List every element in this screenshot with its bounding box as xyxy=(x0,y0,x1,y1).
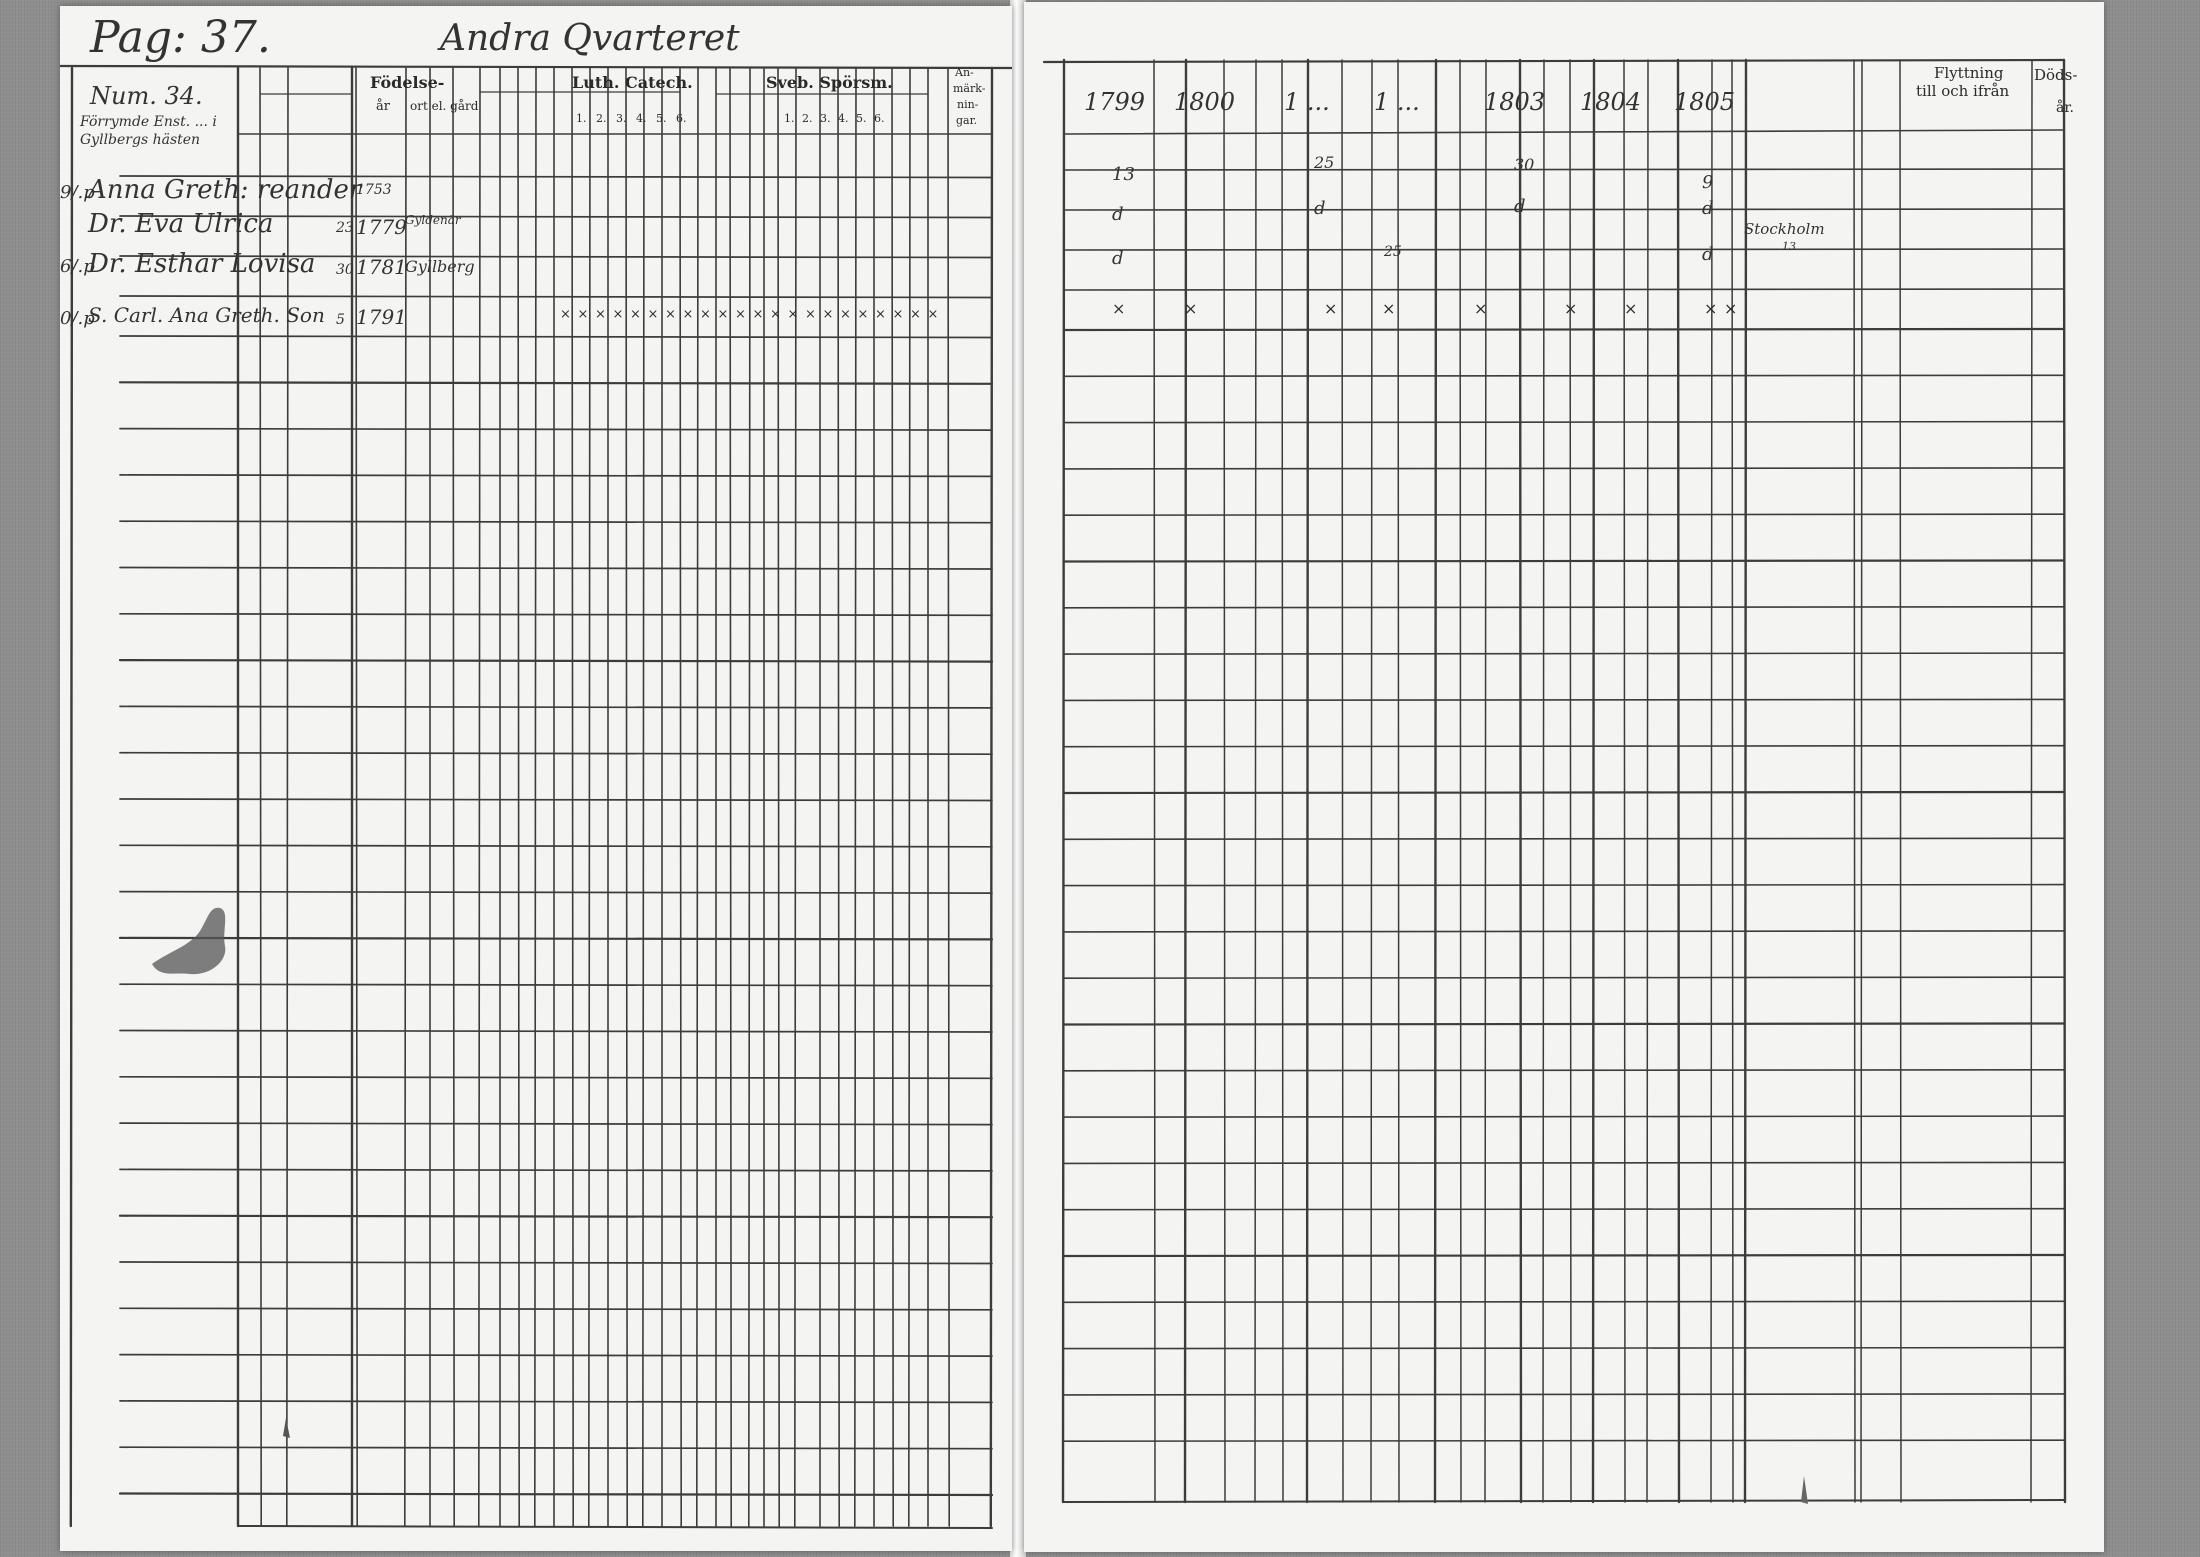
check-mark: × xyxy=(752,307,764,322)
column-rule xyxy=(2031,60,2032,1502)
year-header: 1803 xyxy=(1484,88,1546,116)
row-rule xyxy=(1064,1440,2064,1441)
row-rule xyxy=(120,1355,992,1357)
entry-mark: d xyxy=(1112,248,1124,269)
sveb-num: 5. xyxy=(856,112,867,125)
row-rule xyxy=(120,1401,992,1403)
row-rule xyxy=(1064,931,2064,932)
column-rule xyxy=(1711,60,1712,1502)
check-mark: × xyxy=(822,307,834,322)
sveb-num: 1. xyxy=(784,112,795,125)
column-rule xyxy=(697,68,698,1526)
column-rule xyxy=(892,68,893,1526)
header-flyttning-sub: till och ifrån xyxy=(1916,82,2010,100)
household-note-2: Gyllbergs hästen xyxy=(80,132,201,148)
year-header: 1 ... xyxy=(1284,88,1330,116)
left-ledger-grid xyxy=(60,6,1012,1551)
column-rule xyxy=(405,68,406,1526)
row-rule xyxy=(1064,375,2064,376)
row-rule xyxy=(120,799,992,801)
column-rule xyxy=(1307,60,1308,1502)
row-rule xyxy=(120,1123,992,1125)
row-rule xyxy=(1064,885,2064,886)
column-rule xyxy=(948,68,949,1526)
row-rule xyxy=(120,845,992,847)
year-header: 1805 xyxy=(1674,88,1736,116)
check-mark: × xyxy=(1474,299,1488,318)
move-note-date: ... 13 xyxy=(1768,240,1796,253)
row-rule xyxy=(120,429,992,431)
entry-row xyxy=(60,175,392,205)
column-rule xyxy=(1678,60,1679,1502)
row-rule xyxy=(1064,561,2064,562)
row-rule xyxy=(120,1494,992,1496)
check-mark: × xyxy=(1184,299,1198,318)
sveb-num: 4. xyxy=(838,112,849,125)
column-rule xyxy=(535,68,536,1526)
entry-mark: 25 xyxy=(1384,244,1402,260)
header-anmarkningar xyxy=(953,66,986,127)
luth-num: 6. xyxy=(676,112,687,125)
entry-day: 30 xyxy=(336,262,354,278)
check-mark: × xyxy=(927,307,939,322)
row-rule xyxy=(1064,514,2064,515)
row-rule xyxy=(1064,1394,2064,1395)
ink-spot xyxy=(1801,1476,1808,1504)
anmark-line-3: nin- xyxy=(957,98,979,111)
entry-row xyxy=(87,209,462,239)
column-rule xyxy=(1520,60,1521,1502)
check-mark: × xyxy=(1704,299,1718,318)
row-rule xyxy=(120,1262,992,1264)
entry-mark: 13 xyxy=(1112,164,1135,185)
row-rule xyxy=(1064,1024,2064,1025)
entry-mark: 30 xyxy=(1514,155,1535,174)
row-rule xyxy=(1064,169,2064,170)
row-rule xyxy=(120,296,992,298)
luth-num: 5. xyxy=(656,112,667,125)
year-header: 1 ... xyxy=(1374,88,1420,116)
row-rule xyxy=(1064,653,2064,654)
column-rule xyxy=(1460,60,1461,1502)
column-rule xyxy=(589,68,590,1526)
row-rule xyxy=(120,984,992,986)
row-rule xyxy=(1064,1070,2064,1071)
column-rule xyxy=(1593,60,1594,1502)
entry-margin: 6/.p xyxy=(60,256,95,277)
check-mark: × xyxy=(1624,299,1638,318)
anmark-line-4: gar. xyxy=(956,114,978,127)
entry-day: 23 xyxy=(336,220,354,236)
header-ar: år xyxy=(376,99,390,114)
entry-row xyxy=(60,249,475,279)
year-header: 1804 xyxy=(1580,88,1642,116)
column-rule xyxy=(1255,60,1256,1502)
header-rule xyxy=(1064,130,2064,134)
row-rule xyxy=(120,938,992,940)
check-mark: × xyxy=(1324,299,1338,318)
entry-mark: d xyxy=(1514,196,1526,217)
left-page xyxy=(60,6,1012,1551)
column-rule xyxy=(1543,60,1544,1502)
sveb-num: 2. xyxy=(802,112,813,125)
entry-mark: d xyxy=(1314,198,1326,219)
column-rule xyxy=(778,68,779,1526)
column-rule xyxy=(1732,60,1733,1502)
header-luth-catech: Luth. Catech. xyxy=(572,73,693,92)
right-ledger-grid xyxy=(1024,2,2104,1552)
row-rule xyxy=(1064,1255,2064,1256)
column-rule xyxy=(356,68,357,1526)
top-rule xyxy=(1044,60,2064,62)
column-rule xyxy=(626,68,627,1526)
column-rule xyxy=(1570,60,1571,1502)
section-title: Andra Qvarteret xyxy=(440,18,740,59)
row-rule xyxy=(120,706,992,708)
column-rule xyxy=(453,68,454,1526)
household-number: Num. 34. xyxy=(90,82,203,110)
column-rule xyxy=(1371,60,1372,1502)
check-mark: × xyxy=(647,307,659,322)
column-rule xyxy=(855,68,856,1526)
column-rule xyxy=(1485,60,1486,1502)
row-rule xyxy=(1064,289,2064,290)
header-ort: ort el. gård xyxy=(410,99,479,113)
row-rule xyxy=(120,1447,992,1449)
check-mark: × xyxy=(595,307,606,322)
entry-year: 1791 xyxy=(356,305,407,329)
check-mark: × xyxy=(560,307,571,322)
entry-mark: 9 xyxy=(1702,172,1714,193)
right-page xyxy=(1024,2,2104,1552)
sveb-num: 3. xyxy=(820,112,831,125)
row-rule xyxy=(120,1216,992,1218)
column-rule xyxy=(1282,60,1283,1502)
row-rule xyxy=(120,568,992,570)
column-rule xyxy=(730,68,731,1526)
row-rule xyxy=(1064,1209,2064,1210)
entry-day: 5 xyxy=(336,312,345,328)
column-rule xyxy=(1624,60,1625,1502)
column-rule xyxy=(1224,60,1225,1502)
check-mark: × xyxy=(577,307,589,322)
check-mark: × xyxy=(805,307,816,322)
row-rule xyxy=(1064,1116,2064,1117)
column-rule xyxy=(1063,60,1064,1502)
column-rule xyxy=(479,68,480,1526)
row-rule xyxy=(120,892,992,894)
ink-spot xyxy=(283,1418,290,1438)
row-rule xyxy=(120,1031,992,1033)
column-rule xyxy=(1647,60,1648,1502)
column-rule xyxy=(518,68,519,1526)
row-rule xyxy=(1064,977,2064,978)
row-rule xyxy=(120,614,992,616)
row-rule xyxy=(120,753,992,755)
sveb-num: 6. xyxy=(874,112,885,125)
check-mark: × xyxy=(612,307,624,322)
ink-blot xyxy=(152,908,225,974)
row-rule xyxy=(1064,422,2064,423)
row-rule xyxy=(1064,1348,2064,1349)
household-note-1: Förrymde Enst. ... i xyxy=(80,114,217,130)
luth-num: 3. xyxy=(616,112,627,125)
row-rule xyxy=(120,336,992,338)
luth-num: 1. xyxy=(576,112,587,125)
row-rule xyxy=(1064,209,2064,210)
row-rule xyxy=(120,1077,992,1079)
column-rule xyxy=(1854,60,1855,1502)
column-rule xyxy=(749,68,750,1526)
entry-margin: 9/.p xyxy=(60,182,95,203)
entry-place: Gyllberg xyxy=(405,257,475,276)
column-rule xyxy=(1861,60,1862,1502)
entry-year: 1779 xyxy=(356,215,407,239)
row-rule xyxy=(1064,1162,2064,1163)
column-rule xyxy=(71,68,72,1526)
year-header: 1800 xyxy=(1174,88,1236,116)
column-rule xyxy=(1342,60,1343,1502)
entry-name: Dr. Esthar Lovisa xyxy=(88,249,316,279)
year-header: 1799 xyxy=(1084,88,1146,116)
check-mark: × xyxy=(1564,299,1578,318)
check-mark: × xyxy=(1382,299,1396,318)
column-rule xyxy=(643,68,644,1526)
check-mark: × xyxy=(892,307,904,322)
entry-mark: 25 xyxy=(1314,153,1335,172)
row-rule xyxy=(1064,468,2064,469)
column-rule xyxy=(260,68,261,1526)
header-dods: Döds- xyxy=(2034,66,2078,84)
entry-name: Dr. Eva Ulrica xyxy=(88,209,274,239)
header-dods-ar: år. xyxy=(2056,100,2074,116)
luth-num: 4. xyxy=(636,112,647,125)
check-mark: × xyxy=(770,307,781,322)
row-rule xyxy=(1064,746,2064,747)
column-rule xyxy=(1435,60,1436,1502)
header-sveb-sporsm: Sveb. Spörsm. xyxy=(766,73,893,92)
check-mark: × xyxy=(682,307,694,322)
bottom-rule xyxy=(238,1526,992,1528)
column-rule xyxy=(1185,60,1186,1502)
entry-name: S. Carl. Ana Greth. Son xyxy=(88,303,325,327)
row-rule xyxy=(120,475,992,477)
column-rule xyxy=(1745,60,1746,1502)
entry-margin: 0/.p xyxy=(60,308,95,329)
header-flyttning: Flyttning xyxy=(1934,64,2004,82)
luth-num: 2. xyxy=(596,112,607,125)
check-mark: × xyxy=(717,307,729,322)
entry-year: 1781 xyxy=(356,255,407,279)
column-rule xyxy=(287,68,288,1526)
check-mark: × xyxy=(787,307,799,322)
header-fodelse: Födelse- xyxy=(370,73,445,92)
column-rule xyxy=(991,68,992,1526)
row-rule xyxy=(1064,699,2064,700)
row-rule xyxy=(120,521,992,523)
entry-row xyxy=(60,303,407,329)
column-rule xyxy=(1398,60,1399,1502)
row-rule xyxy=(1064,838,2064,839)
column-rule xyxy=(572,68,573,1526)
check-mark: × xyxy=(875,307,886,322)
column-rule xyxy=(1154,60,1155,1502)
column-rule xyxy=(909,68,910,1526)
column-rule xyxy=(680,68,681,1526)
page-label: Pag: 37. xyxy=(90,12,271,63)
check-mark: × xyxy=(735,307,746,322)
check-mark: × xyxy=(630,307,641,322)
check-mark: × xyxy=(857,307,869,322)
check-mark: × xyxy=(700,307,711,322)
anmark-line-1: An- xyxy=(955,66,974,79)
entry-year: 1753 xyxy=(356,182,392,198)
row-rule xyxy=(120,382,992,384)
row-rule xyxy=(120,1169,992,1171)
entry-mark: d xyxy=(1702,198,1714,219)
check-mark: × xyxy=(840,307,851,322)
column-rule xyxy=(838,68,839,1526)
check-mark: × xyxy=(665,307,676,322)
entry-place: Gyldenär xyxy=(405,213,461,227)
move-note: Stockholm xyxy=(1744,220,1825,238)
row-rule xyxy=(120,1308,992,1310)
entry-mark: d xyxy=(1702,244,1714,265)
row-rule xyxy=(1064,1301,2064,1302)
row-rule xyxy=(120,660,992,662)
row-rule xyxy=(1064,249,2064,250)
anmark-line-2: märk- xyxy=(953,82,986,95)
entry-name: Anna Greth: reander xyxy=(88,175,362,205)
column-rule xyxy=(795,68,796,1526)
bottom-rule xyxy=(1064,1500,2064,1502)
row-rule xyxy=(1064,607,2064,608)
column-rule xyxy=(1900,60,1901,1502)
row-rule xyxy=(1064,329,2064,330)
check-mark: × xyxy=(910,307,921,322)
column-rule xyxy=(2064,60,2065,1502)
check-mark: × xyxy=(1724,299,1738,318)
entry-mark: d xyxy=(1112,204,1124,225)
check-mark: × xyxy=(1112,299,1126,318)
row-rule xyxy=(1064,792,2064,793)
